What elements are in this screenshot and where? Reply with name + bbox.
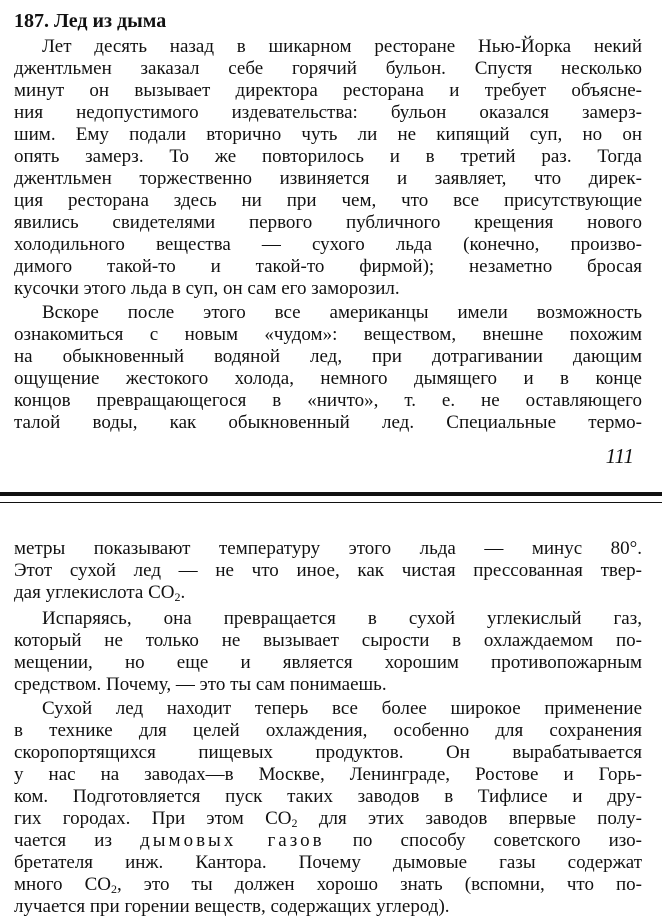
text-line: опять замерз. То же повторилось и в третий раз. Тогда (14, 146, 642, 167)
page-divider-thin (0, 502, 662, 503)
text-line: много $CO_2$, это ты должен хорошо знать (вспомни, что по- (14, 874, 642, 896)
text-line: джентльмен заказал себе горячий бульон. Спустя несколько (14, 58, 642, 79)
text-line: у нас на заводах—в Москве, Ленинграде, Ростове и Горь- (14, 764, 642, 785)
text-line: явились свидетелями первого публичного крещения нового (14, 212, 642, 233)
text-line: бретателя инж. Кантора. Почему дымовые газы содержат (14, 852, 642, 873)
text-line: концов превращающегося в «ничто», т. е. не оставляющего (14, 390, 642, 411)
text-line: мещении, но еще и является хорошим противопожарным (14, 652, 642, 673)
text-line: Лет десять назад в шикарном ресторане Нью-Йорка некий (42, 36, 642, 57)
page-divider (0, 492, 662, 496)
text-line: метры показывают температуру этого льда — минус 80°. (14, 538, 642, 559)
text-line: Испаряясь, она превращается в сухой углекислый газ, (42, 608, 642, 629)
text-line: кусочки этого льда в суп, он сам его заморозил. (14, 278, 400, 299)
page-number: 111 (605, 444, 634, 468)
text-line: джентльмен торжественно извиняется и заявляет, что дирек- (14, 168, 642, 189)
text-line: ция ресторана здесь ни при чем, что все присутствующие (14, 190, 642, 211)
text-line: скоропортящихся пищевых продуктов. Он вырабатывается (14, 742, 642, 763)
bottom-page (0, 508, 662, 922)
text-line: который не только не вызывает сырости в охлаждаемом по- (14, 630, 642, 651)
text-line: гих городах. При этом $CO_2$ для этих заводов впервые полу- (14, 808, 642, 830)
text-line: ощущение жестокого холода, немного дымящего и в конце (14, 368, 642, 389)
text-line: талой воды, как обыкновенный лед. Специальные термо- (14, 412, 642, 433)
text-line: лучается при горении веществ, содержащих углерод). (14, 896, 450, 917)
text-line: на обыкновенный водяной лед, при дотрагивании дающим (14, 346, 642, 367)
text-line: дая углекислота $CO_2$. (14, 582, 186, 604)
text-line: ком. Подготовляется пуск таких заводов в Тифлисе и дру- (14, 786, 642, 807)
text-line: Сухой лед находит теперь все более широкое применение (42, 698, 642, 719)
text-line: димого такой-то и такой-то фирмой); незаметно бросая (14, 256, 642, 277)
section-heading: 187. Лед из дыма (14, 10, 167, 32)
text-line: шим. Ему подали вторично чуть ли не кипящий суп, но он (14, 124, 642, 145)
text-line: чается из дымовых газов по способу советского изо- (14, 830, 642, 851)
text-line: средством. Почему, — это ты сам понимаешь. (14, 674, 387, 695)
text-line: Этот сухой лед — не что иное, как чистая прессованная твер- (14, 560, 642, 581)
text-line: Вскоре после этого все американцы имели возможность (42, 302, 642, 323)
text-line: в технике для целей охлаждения, особенно для сохранения (14, 720, 642, 741)
text-line: ознакомиться с новым «чудом»: веществом, внешне похожим (14, 324, 642, 345)
text-line: холодильного вещества — сухого льда (конечно, произво- (14, 234, 642, 255)
text-line: ния недопустимого издевательства: бульон оказался замерз- (14, 102, 642, 123)
text-line: минут он вызывает директора ресторана и требует объясне- (14, 80, 642, 101)
